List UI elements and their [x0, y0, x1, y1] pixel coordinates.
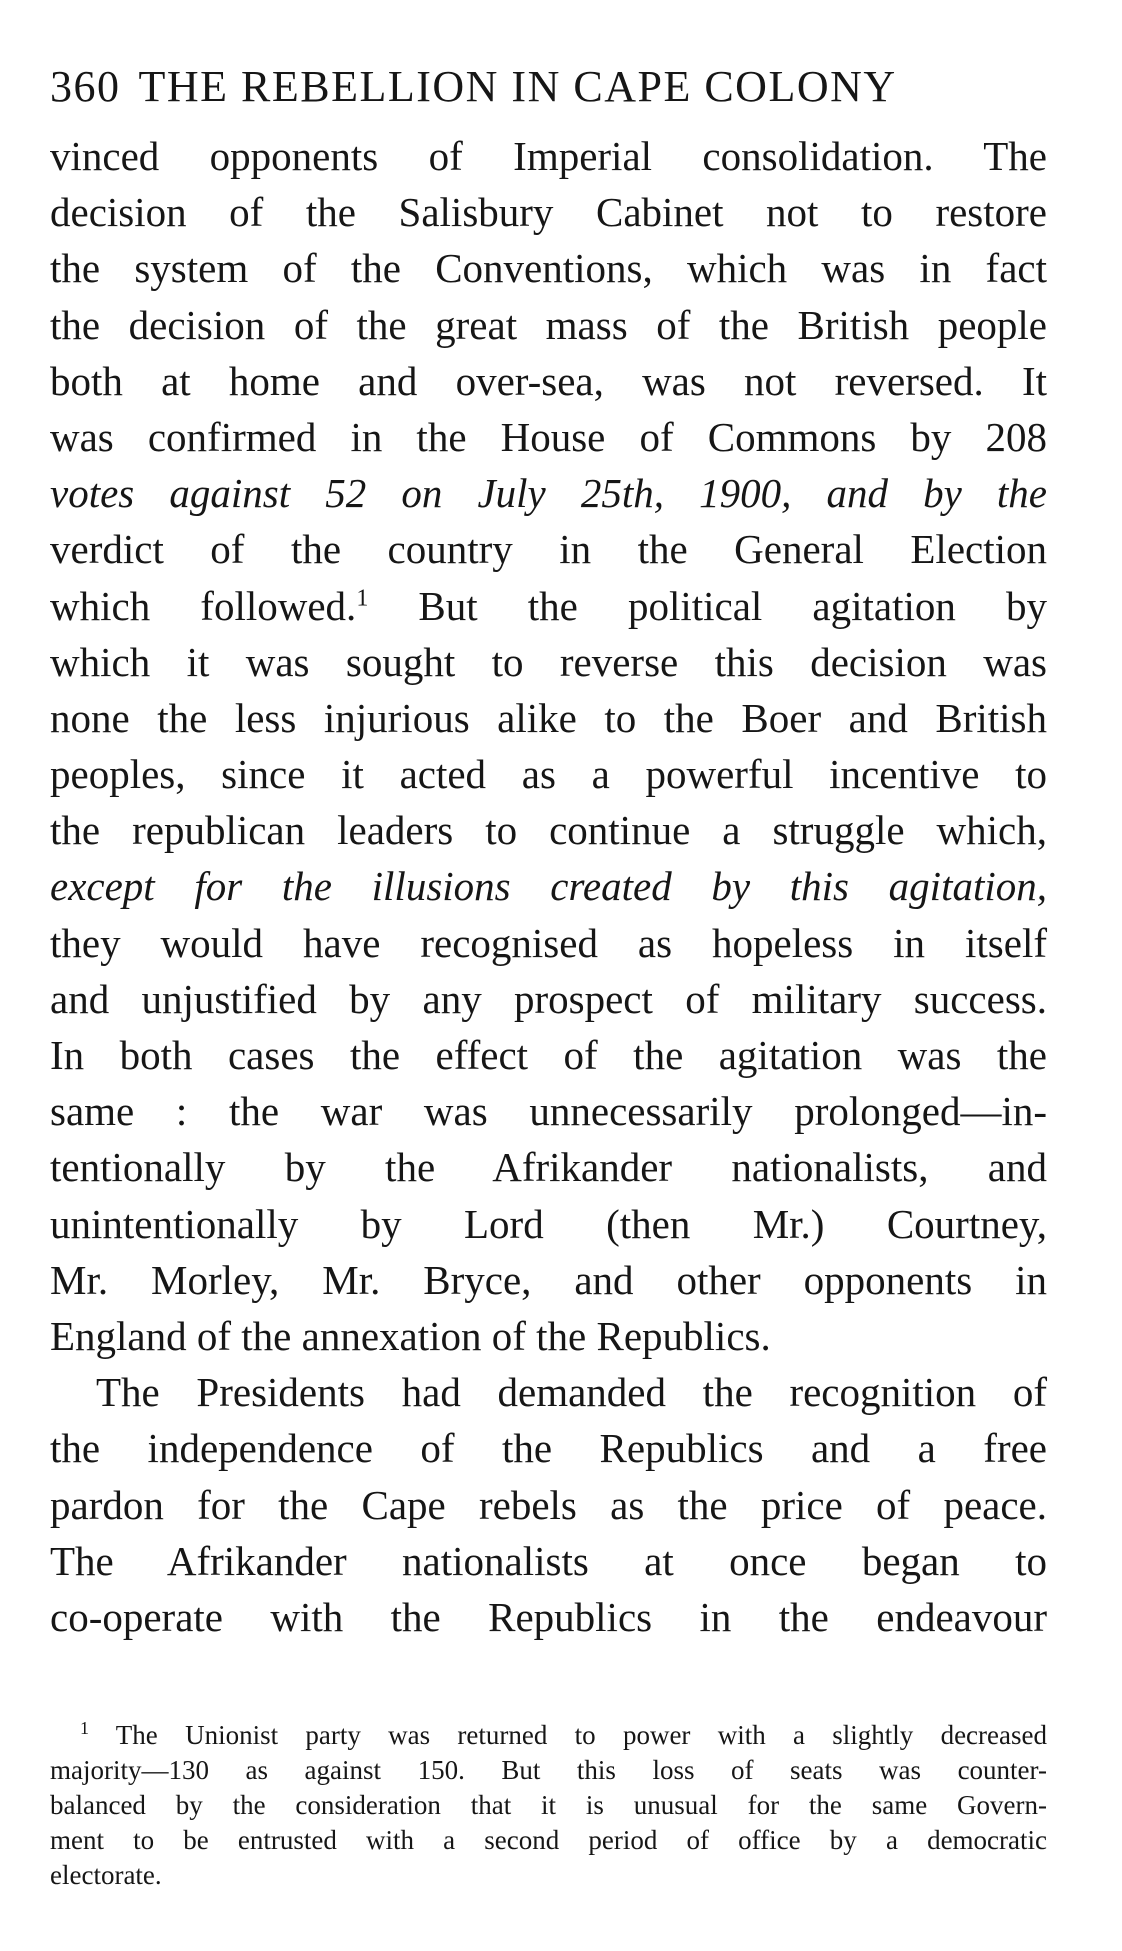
running-title: THE REBELLION IN CAPE COLONY	[138, 62, 897, 111]
text-fragment: which followed.	[50, 582, 357, 629]
text-line: decision of the Salisbury Cabinet not to restore	[50, 189, 1047, 236]
footnote-line: ment to be entrusted with a second period of office by a democratic	[50, 1825, 1047, 1855]
main-text	[50, 128, 1047, 1645]
text-line: pardon for the Cape rebels as the price of peace.	[50, 1481, 1047, 1528]
text-line: The Presidents had demanded the recognition of	[96, 1369, 1047, 1416]
text-line-italic: votes against 52 on July 25th, 1900, and by the	[50, 470, 1047, 517]
text-line: peoples, since it acted as a powerful incentive to	[50, 751, 1047, 798]
text-line: the republican leaders to continue a struggle which,	[50, 807, 1047, 854]
text-line: was confirmed in the House of Commons by 208	[50, 413, 1047, 460]
text-line: In both cases the effect of the agitation was the	[50, 1032, 1047, 1078]
footnote	[50, 1718, 1047, 1893]
footnote-marker: 1	[80, 1718, 89, 1738]
text-fragment: The Unionist party was returned to power with a slightly decreased	[89, 1720, 1047, 1750]
text-line: which it was sought to reverse this decision was	[50, 638, 1047, 685]
paragraph-2	[50, 1364, 1047, 1645]
text-line: verdict of the country in the General Election	[50, 526, 1047, 573]
text-line: unintentionally by Lord (then Mr.) Courtney,	[50, 1200, 1047, 1247]
text-line: England of the annexation of the Republics.	[50, 1312, 771, 1359]
text-line: The Afrikander nationalists at once began to	[50, 1537, 1047, 1584]
text-line: none the less injurious alike to the Boer and British	[50, 694, 1047, 741]
text-line: same : the war was unnecessarily prolonged—in-	[50, 1088, 1047, 1135]
text-line-with-footnote-ref	[50, 578, 1047, 634]
text-line: both at home and over-sea, was not reversed. It	[50, 357, 1047, 404]
text-line: tentionally by the Afrikander nationalists, and	[50, 1144, 1047, 1191]
text-line: and unjustified by any prospect of military success.	[50, 975, 1047, 1022]
page-number: 360	[50, 62, 121, 111]
footnote-line: balanced by the consideration that it is unusual for the same Govern-	[50, 1790, 1047, 1820]
running-header	[50, 62, 1050, 112]
footnote-line	[50, 1718, 1047, 1753]
text-line-italic: except for the illusions created by this agitation,	[50, 863, 1047, 910]
footnote-reference: 1	[356, 584, 369, 611]
text-line: Mr. Morley, Mr. Bryce, and other opponents in	[50, 1256, 1047, 1303]
text-line: they would have recognised as hopeless in itself	[50, 919, 1047, 966]
text-line: the system of the Conventions, which was in fact	[50, 245, 1047, 292]
footnote-line: electorate.	[50, 1860, 162, 1890]
text-fragment: But the political agitation by	[368, 582, 1047, 629]
paragraph-1	[50, 128, 1047, 1364]
text-line: co-operate with the Republics in the endeavour	[50, 1593, 1047, 1640]
text-line: the decision of the great mass of the British people	[50, 301, 1047, 348]
footnote-line: majority—130 as against 150. But this loss of seats was counter-	[50, 1755, 1047, 1785]
text-line: vinced opponents of Imperial consolidation. The	[50, 133, 1047, 179]
text-line: the independence of the Republics and a free	[50, 1425, 1047, 1472]
